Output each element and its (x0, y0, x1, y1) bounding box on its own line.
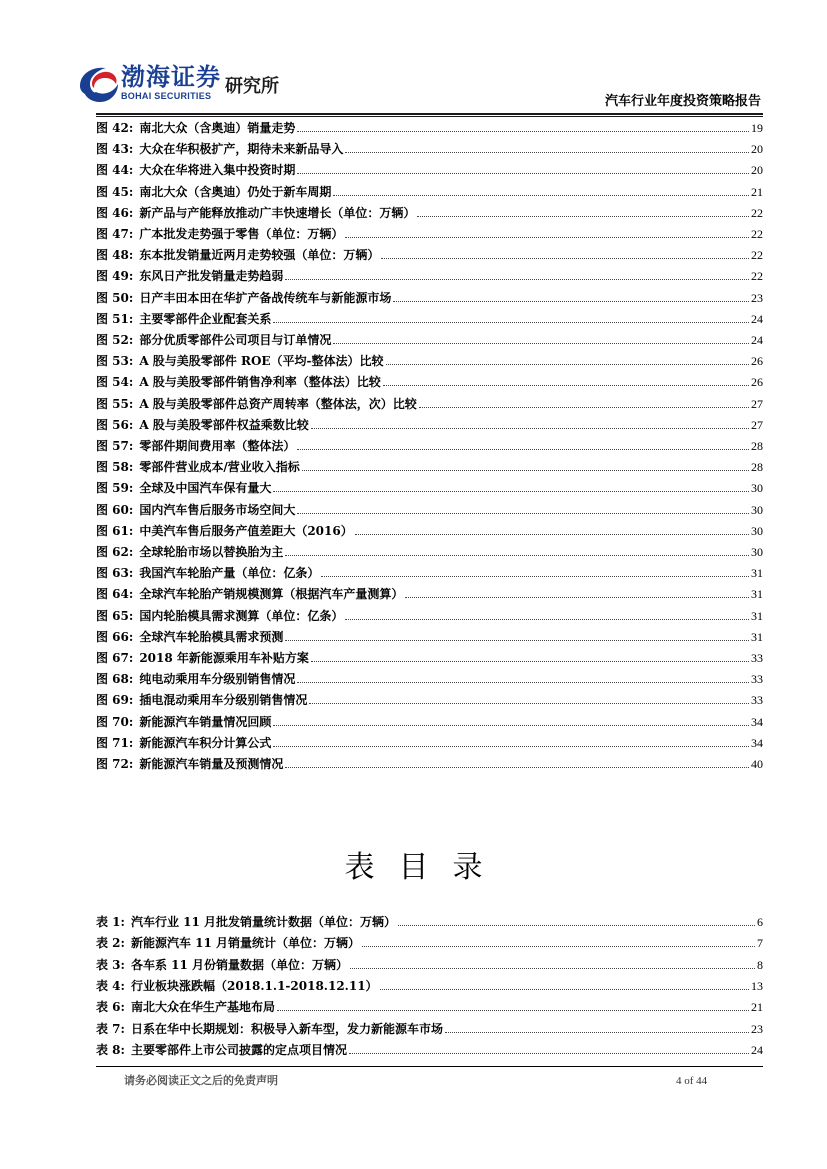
page-number: 4 of 44 (676, 1075, 708, 1087)
toc-entry[interactable] (96, 931, 763, 951)
toc-entry-number: 图 43: (96, 142, 134, 157)
toc-entry-page: 24 (751, 1042, 763, 1057)
toc-entry-title: 南北大众（含奥迪）仍处于新车周期 (139, 184, 332, 199)
toc-entry-title: 新能源汽车销量及预测情况 (139, 757, 284, 771)
toc-leader-dots (405, 597, 749, 598)
toc-entry-title: 日系在华中长期规划：积极导入新车型，发力新能源车市场 (130, 1021, 443, 1036)
toc-leader-dots (285, 640, 749, 641)
toc-entry[interactable] (96, 158, 763, 178)
toc-entry-title: 部分优质零部件公司项目与订单情况 (139, 333, 332, 347)
toc-leader-dots (297, 449, 749, 450)
toc-entry-title: 我国汽车轮胎产量（单位：亿条） (139, 566, 320, 581)
toc-entry-page: 31 (751, 608, 763, 623)
toc-entry-number: 表 2: (96, 936, 125, 951)
toc-leader-dots (297, 513, 749, 514)
toc-entry-number: 图 44: (96, 163, 134, 178)
toc-entry-page: 21 (751, 1000, 763, 1015)
toc-entry-title: 插电混动乘用车分级别销售情况 (139, 693, 308, 708)
toc-entry-page: 30 (751, 523, 763, 538)
toc-entry-page: 30 (751, 502, 763, 517)
toc-entry-title: 行业板块涨跌幅（2018.1.1-2018.12.11） (130, 978, 378, 993)
toc-entry-title: 零部件期间费用率（整体法） (139, 439, 296, 453)
toc-entry-page: 33 (751, 672, 763, 687)
toc-entry-page: 30 (751, 481, 763, 496)
toc-entry-title: 广本批发走势强于零售（单位：万辆） (139, 227, 344, 241)
toc-entry[interactable] (96, 646, 763, 666)
toc-entry-page: 24 (751, 333, 763, 347)
toc-entry-title: 大众在华将进入集中投资时期 (139, 163, 296, 178)
toc-leader-dots (398, 925, 755, 926)
toc-entry-title: 新产品与产能释放推动广丰快速增长（单位：万辆） (139, 205, 416, 220)
toc-entry-page: 22 (751, 227, 763, 241)
toc-entry-number: 图 63: (96, 566, 134, 581)
toc-entry[interactable] (96, 582, 763, 602)
toc-leader-dots (273, 725, 749, 726)
toc-entry[interactable] (96, 752, 763, 772)
toc-leader-dots (273, 322, 749, 323)
report-title: 汽车行业年度投资策略报告 (604, 94, 761, 109)
toc-entry-number: 图 69: (96, 693, 134, 708)
toc-entry-page: 23 (751, 290, 763, 305)
toc-entry[interactable] (96, 910, 763, 930)
toc-entry-page: 7 (757, 936, 763, 951)
toc-entry-title: 南北大众（含奥迪）销量走势 (139, 121, 296, 135)
toc-entry-title: 中美汽车售后服务产值差距大（2016） (139, 523, 353, 538)
toc-entry[interactable] (96, 370, 763, 390)
toc-entry-title: 各车系 11 月份销量数据（单位：万辆） (130, 957, 349, 972)
toc-entry-title: 主要零部件企业配套关系 (139, 311, 272, 326)
toc-entry-title: 主要零部件上市公司披露的定点项目情况 (130, 1042, 347, 1057)
toc-leader-dots (285, 555, 749, 556)
toc-entry[interactable] (96, 392, 763, 412)
toc-leader-dots (419, 407, 749, 408)
toc-entry-page: 28 (751, 460, 763, 475)
toc-entry-page: 31 (751, 629, 763, 644)
toc-leader-dots (349, 1053, 749, 1054)
toc-entry[interactable] (96, 180, 763, 200)
toc-entry-page: 30 (751, 545, 763, 559)
toc-entry-title: 全球汽车轮胎产销规模测算（根据汽车产量测算） (139, 587, 404, 602)
toc-entry-number: 图 66: (96, 629, 134, 644)
toc-entry-number: 图 56: (96, 417, 134, 432)
toc-entry-number: 图 46: (96, 205, 134, 220)
toc-entry-number: 图 64: (96, 587, 134, 602)
toc-entry-page: 27 (751, 396, 763, 411)
toc-leader-dots (297, 682, 749, 683)
toc-entry-title: 新能源汽车销量情况回顾 (139, 714, 272, 729)
toc-entry[interactable] (96, 625, 763, 645)
toc-entry-number: 表 7: (96, 1021, 125, 1036)
toc-entry[interactable] (96, 264, 763, 284)
toc-leader-dots (321, 576, 749, 577)
toc-entry-title: 新能源汽车 11 月销量统计（单位：万辆） (130, 936, 361, 951)
toc-leader-dots (386, 364, 749, 365)
toc-entry[interactable] (96, 328, 763, 348)
toc-entry-title: 零部件营业成本/营业收入指标 (139, 460, 300, 475)
toc-entry-page: 19 (751, 121, 763, 135)
toc-entry-number: 图 68: (96, 672, 134, 687)
toc-leader-dots (383, 385, 749, 386)
toc-entry[interactable] (96, 953, 763, 973)
toc-entry-number: 表 1: (96, 915, 125, 929)
toc-entry[interactable] (96, 286, 763, 306)
toc-entry-title: 国内汽车售后服务市场空间大 (139, 502, 296, 517)
toc-entry-number: 图 51: (96, 311, 134, 326)
toc-entry-number: 图 65: (96, 608, 134, 623)
toc-leader-dots (333, 343, 749, 344)
toc-entry-number: 图 72: (96, 757, 134, 771)
toc-entry-page: 33 (751, 693, 763, 708)
toc-entry-page: 27 (751, 417, 763, 432)
toc-entry-title: 日产丰田本田在华扩产备战传统车与新能源市场 (139, 290, 392, 305)
toc-entry-number: 图 48: (96, 248, 134, 263)
toc-entry-page: 31 (751, 566, 763, 581)
toc-entry[interactable] (96, 667, 763, 687)
toc-entry-page: 13 (751, 978, 763, 993)
toc-entry-title: 2018 年新能源乘用车补贴方案 (139, 651, 309, 665)
toc-entry[interactable] (96, 1017, 763, 1037)
toc-leader-dots (345, 619, 749, 620)
toc-entry[interactable] (96, 413, 763, 433)
toc-entry[interactable] (96, 1038, 763, 1058)
toc-entry[interactable] (96, 307, 763, 327)
toc-leader-dots (350, 968, 755, 969)
toc-leader-dots (302, 470, 749, 471)
toc-leader-dots (393, 301, 749, 302)
toc-entry-number: 表 4: (96, 978, 125, 993)
toc-entry-title: 全球汽车轮胎模具需求预测 (139, 629, 284, 644)
toc-entry-page: 22 (751, 269, 763, 284)
toc-leader-dots (285, 767, 749, 768)
toc-entry-title: 东本批发销量近两月走势较强（单位：万辆） (139, 248, 380, 263)
toc-entry-number: 图 47: (96, 227, 134, 241)
toc-entry[interactable] (96, 137, 763, 157)
toc-entry-number: 图 61: (96, 523, 134, 538)
toc-entry-number: 图 55: (96, 396, 134, 411)
toc-entry-page: 20 (751, 142, 763, 157)
toc-entry[interactable] (96, 455, 763, 475)
toc-leader-dots (285, 279, 749, 280)
toc-leader-dots (273, 491, 749, 492)
toc-entry-number: 表 6: (96, 1000, 125, 1015)
toc-entry-page: 6 (757, 915, 763, 929)
brand-name-cn: 渤海证券 (121, 62, 221, 91)
toc-entry-number: 表 3: (96, 957, 125, 972)
header-divider (96, 113, 763, 115)
toc-entry[interactable] (96, 710, 763, 730)
toc-leader-dots (381, 258, 749, 259)
toc-entry[interactable] (96, 476, 763, 496)
toc-entry-number: 图 59: (96, 481, 134, 496)
toc-leader-dots (273, 746, 749, 747)
toc-entry-page: 28 (751, 439, 763, 453)
toc-entry-number: 图 49: (96, 269, 134, 284)
toc-entry-number: 图 54: (96, 375, 134, 390)
toc-entry-page: 23 (751, 1021, 763, 1036)
toc-leader-dots (297, 173, 749, 174)
toc-entry-number: 图 70: (96, 714, 134, 729)
brand-name-en: BOHAI SECURITIES (121, 91, 212, 101)
toc-entry-page: 31 (751, 587, 763, 602)
toc-entry-title: A 股与美股零部件权益乘数比较 (139, 417, 309, 432)
toc-leader-dots (417, 216, 749, 217)
toc-entry-page: 34 (751, 714, 763, 729)
toc-entry-page: 26 (751, 375, 763, 390)
toc-entry-page: 8 (757, 957, 763, 972)
toc-entry[interactable] (96, 116, 763, 136)
toc-entry-title: A 股与美股零部件总资产周转率（整体法，次）比较 (139, 396, 417, 411)
toc-leader-dots (277, 1010, 749, 1011)
toc-entry-page: 24 (751, 311, 763, 326)
toc-entry-title: 大众在华积极扩产，期待未来新品导入 (139, 142, 344, 157)
toc-leader-dots (311, 428, 749, 429)
toc-entry[interactable] (96, 540, 763, 560)
toc-entry-page: 22 (751, 248, 763, 263)
toc-entry-title: 纯电动乘用车分级别销售情况 (139, 672, 296, 687)
toc-entry-number: 图 62: (96, 545, 134, 559)
footer-disclaimer: 请务必阅读正文之后的免责声明 (124, 1074, 278, 1087)
toc-leader-dots (380, 989, 749, 990)
toc-entry[interactable] (96, 604, 763, 624)
toc-entry-number: 图 45: (96, 184, 134, 199)
tables-toc-heading: 表目录 (344, 850, 507, 885)
toc-entry[interactable] (96, 201, 763, 221)
toc-entry-title: 汽车行业 11 月批发销量统计数据（单位：万辆） (130, 915, 397, 929)
toc-entry-page: 34 (751, 735, 763, 750)
toc-entry-title: 国内轮胎模具需求测算（单位：亿条） (139, 608, 344, 623)
toc-entry-title: A 股与美股零部件销售净利率（整体法）比较 (139, 375, 381, 390)
toc-entry-page: 26 (751, 354, 763, 369)
toc-entry-number: 图 67: (96, 651, 134, 665)
toc-entry-title: 南北大众在华生产基地布局 (130, 1000, 275, 1015)
toc-entry-number: 图 53: (96, 354, 134, 369)
toc-entry-number: 图 57: (96, 439, 134, 453)
toc-entry[interactable] (96, 349, 763, 369)
toc-entry-number: 图 71: (96, 735, 134, 750)
toc-leader-dots (355, 534, 749, 535)
toc-entry-page: 21 (751, 184, 763, 199)
toc-entry[interactable] (96, 243, 763, 263)
toc-entry[interactable] (96, 519, 763, 539)
toc-leader-dots (309, 703, 749, 704)
toc-entry[interactable] (96, 688, 763, 708)
toc-entry-page: 22 (751, 205, 763, 220)
footer-divider (96, 1066, 763, 1067)
toc-entry-title: A 股与美股零部件 ROE（平均-整体法）比较 (139, 354, 384, 369)
toc-entry[interactable] (96, 434, 763, 454)
toc-entry-title: 全球轮胎市场以替换胎为主 (139, 545, 284, 559)
toc-leader-dots (345, 152, 749, 153)
toc-entry-page: 33 (751, 651, 763, 665)
toc-entry[interactable] (96, 561, 763, 581)
toc-entry-number: 图 50: (96, 290, 134, 305)
page-header (0, 0, 827, 116)
toc-entry-page: 20 (751, 163, 763, 178)
toc-entry-title: 新能源汽车积分计算公式 (139, 735, 272, 750)
toc-entry[interactable] (96, 222, 763, 242)
toc-entry-page: 40 (751, 757, 763, 771)
toc-leader-dots (333, 195, 749, 196)
toc-entry[interactable] (96, 498, 763, 518)
toc-entry-title: 全球及中国汽车保有量大 (139, 481, 272, 496)
toc-leader-dots (445, 1032, 749, 1033)
toc-leader-dots (362, 946, 755, 947)
toc-entry-number: 表 8: (96, 1042, 125, 1057)
toc-entry-number: 图 52: (96, 333, 134, 347)
toc-entry[interactable] (96, 731, 763, 751)
toc-entry-number: 图 60: (96, 502, 134, 517)
toc-leader-dots (311, 661, 749, 662)
bohai-logo-icon (76, 64, 122, 104)
toc-leader-dots (345, 237, 749, 238)
toc-entry-number: 图 58: (96, 460, 134, 475)
institute-label: 研究所 (225, 76, 279, 97)
toc-entry-title: 东风日产批发销量走势趋弱 (139, 269, 284, 284)
toc-entry[interactable] (96, 974, 763, 994)
toc-entry-number: 图 42: (96, 121, 134, 135)
toc-entry[interactable] (96, 995, 763, 1015)
toc-leader-dots (297, 131, 749, 132)
